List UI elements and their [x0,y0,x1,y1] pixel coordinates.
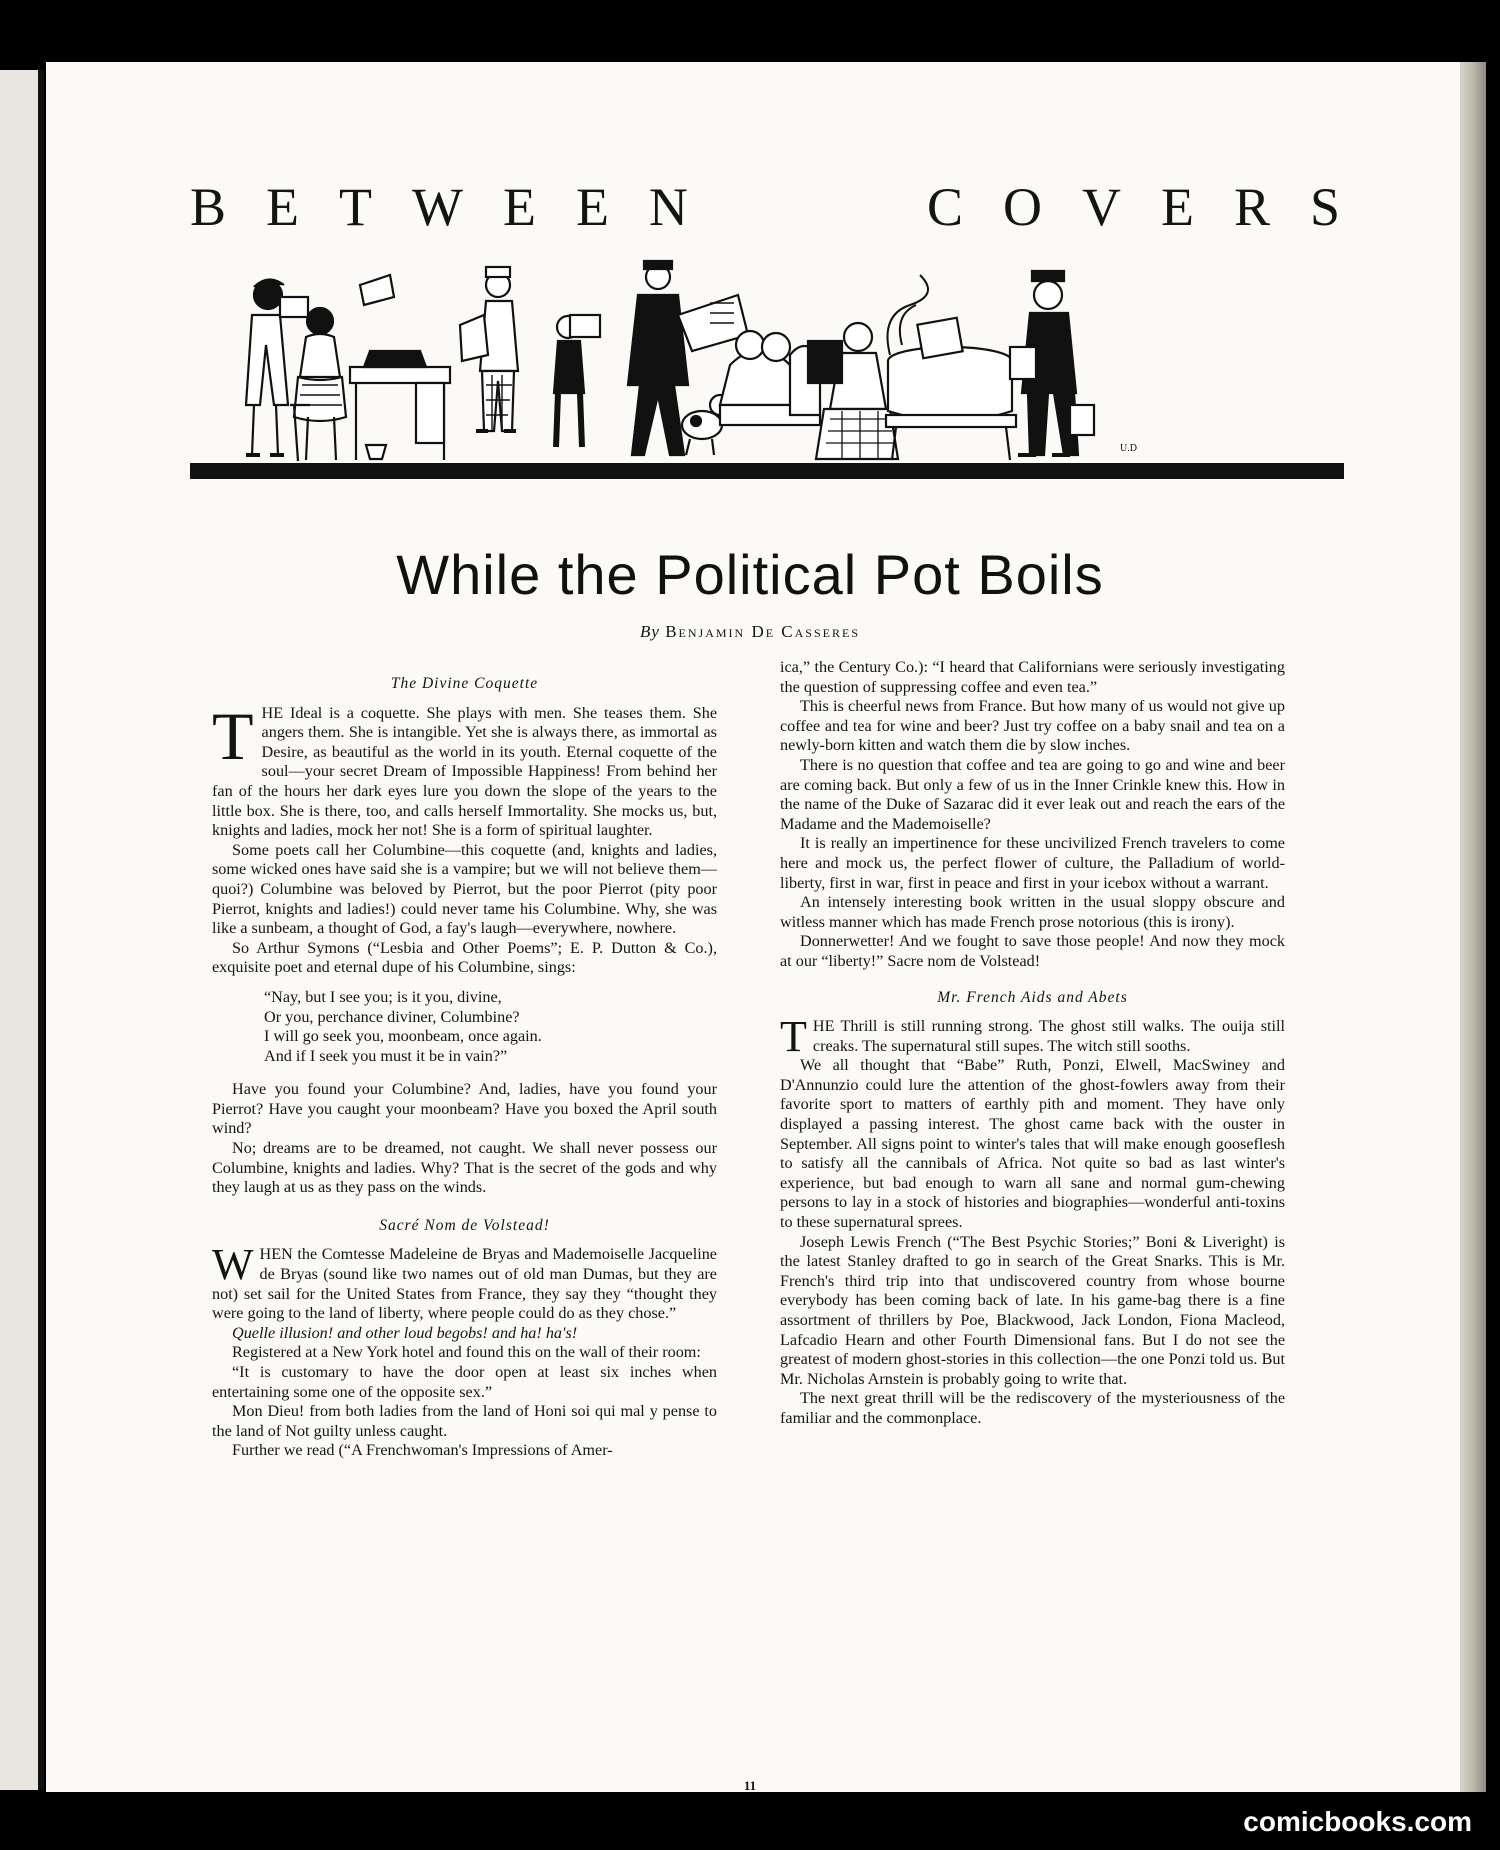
paragraph: THE Ideal is a coquette. She plays with men. She teases them. She angers them. She is intangible. Yet she is always there, as immortal as Desire, as beautiful as the world in its youth. Eternal coquette of the soul—your secret Dream of Impossible Happiness! From behind her fan of the hours her dark eyes lure you down the slope of the years to the little box. She is there, too, and calls herself Immortality. She mocks us, but, knights and ladies, mock her not! She is a form of spiritual laughter. [212,697,717,840]
header-illustration [190,255,1344,487]
poem-line: Or you, perchance diviner, Columbine? [264,1007,520,1026]
paragraph: The next great thrill will be the rediscovery of the mysteriousness of the familiar and the commonplace. [780,1389,1285,1427]
subheading-sacre-nom: Sacré Nom de Volstead! [379,1216,550,1234]
site-watermark: comicbooks.com [1243,1806,1472,1837]
subheading-divine-coquette: The Divine Coquette [390,675,539,692]
typist-figure [290,308,346,461]
right-text-column [780,658,1285,1429]
poem-line: I will go seek you, moonbeam, once again. [264,1027,542,1046]
paragraph: Quelle illusion! and other loud begobs! and ha! ha's! [232,1323,578,1342]
subheading-mr-french: Mr. French Aids and Abets [937,988,1128,1006]
paragraph: This is cheerful news from France. But how many of us would not give up coffee and tea for wine and beer? Just try coffee on a baby snail and tea on a newly-born kitten and watch them die by slow inches. [780,697,1285,755]
porter-figure [1010,271,1094,455]
paragraph: Mon Dieu! from both ladies from the land of Honi soi qui mal y pense to the land of Not guilty unless caught. [212,1402,717,1440]
drop-cap: T [212,697,254,774]
left-text-column [212,668,717,1461]
paragraph: Have you found your Columbine? And, ladies, have you found your Pierrot? Have you caught your moonbeam? Have you boxed the April south wind? [212,1080,717,1138]
paragraph: Donnerwetter! And we fought to save those people! And now they mock at our “liberty!” Sacre nom de Volstead! [780,932,1285,970]
bearded-reader-figure [246,279,308,455]
boiling-pot [886,275,1016,460]
poem-line: “Nay, but I see you; is it you, divine, [264,987,502,1006]
checked-suit-figure [460,267,518,431]
article-title: While the Political Pot Boils [396,543,1104,606]
paragraph: WHEN the Comtesse Madeleine de Bryas and Mademoiselle Jacqueline de Bryas (sound like two names out of old man Dumas, but they are not) set sail for the United States from France, they say they “thought they were going to the land of liberty, where people could do as they chose.” [212,1240,717,1323]
paragraph: An intensely interesting book written in the usual sloppy obscure and witless manner which has made French prose notorious (this is irony). [780,893,1285,931]
paragraph: There is no question that coffee and tea are going to go and wine and beer are coming back. But only a few of us in the Inner Crinkle knew this. How in the name of the Duke of Sazarac did it ever leak out and reach the ears of the Madame and the Mademoiselle? [780,755,1285,833]
bed-reader-figure [720,331,820,425]
paragraph: Registered at a New York hotel and found this on the wall of their room: [232,1343,701,1362]
paragraph: Some poets call her Columbine—this coquette (and, knights and ladies, some wicked ones have said she is a vampire; but we will not believe them—quoi?) Columbine was beloved by Pierrot, but the poor Pierrot (pity poor Pierrot, knights and ladies!) could never tame his Columbine. Why, she was like a sunbeam, a thought of God, a fay's laugh—everywhere, nowhere. [212,840,717,938]
poem-line: And if I seek you must it be in vain?” [264,1046,508,1065]
page-stack-edge [1460,62,1486,1792]
page-number: 11 [743,1778,757,1793]
section-title-word2: COVERS [926,177,1380,237]
small-man-figure [554,315,600,447]
paragraph: THE Thrill is still running strong. The ghost still walks. The ouija still creaks. The supernatural still supes. The witch still sooths. [780,1012,1285,1062]
illustration-ground-bar [190,463,1344,479]
drop-cap: W [212,1240,254,1290]
byline-author: Benjamin De Casseres [665,622,860,641]
left-page-edge [0,70,38,1790]
byline-prefix: By [640,622,660,641]
reading-woman-figure [808,323,898,459]
illustration-signature: U.D [1120,443,1137,454]
section-title [190,176,1380,238]
poem-quote [264,988,717,1066]
binding-gutter [38,70,44,1790]
paragraph: No; dreams are to be dreamed, not caught. We shall never possess our Columbine, knights and ladies. Why? That is the secret of the gods and why they laugh at us as they pass on the winds. [212,1139,717,1197]
typewriter-desk [350,275,450,460]
paragraph: ica,” the Century Co.): “I heard that Californians were seriously investigating the question of suppressing coffee and even tea.” [780,658,1285,696]
paragraph: Joseph Lewis French (“The Best Psychic Stories;” Boni & Liveright) is the latest Stanley drafted to go in search of the Great Snarks. This is Mr. French's third trip into that undiscovered country from whose bourne everybody has been coming back of late. In his game-bag there is a fine assortment of thrillers by Poe, Blackwood, Jack London, Fiona Macleod, Lafcadio Hearn and other Fourth Dimensional fans. But I do not see the greatest of modern ghost-stories in this collection—the one Ponzi told us. But Mr. Nicholas Arnstein is probably going to write that. [780,1232,1285,1388]
section-title-word1: BETWEEN [190,177,728,237]
paragraph: So Arthur Symons (“Lesbia and Other Poems”; E. P. Dutton & Co.), exquisite poet and eternal dupe of his Columbine, sings: [212,938,717,977]
byline [0,622,1500,642]
paragraph: “It is customary to have the door open at least six inches when entertaining some one of the opposite sex.” [212,1363,717,1401]
paragraph: It is really an impertinence for these uncivilized French travelers to come here and mock us, the perfect flower of culture, the Palladium of world-liberty, first in war, first in peace and first in your icebox without a warrant. [780,834,1285,892]
paragraph: Further we read (“A Frenchwoman's Impressions of Amer- [232,1441,613,1460]
drop-cap: T [780,1012,807,1062]
paragraph: We all thought that “Babe” Ruth, Ponzi, Elwell, MacSwiney and D'Annunzio could lure the attention of the ghost-fowlers away from their favorite sport to matters of earthly pith and moment. They have only displayed a passing interest. The ghost came back with the ouster in September. All signs point to winter's tales that will make enough gooseflesh to satisfy all the cannibals of Africa. Not quite so bad as last winter's experience, but bad enough to warn all sane and normal gum-chewing persons to lay in a stock of histories and biographies—wonderful anti-toxins to these supernatural sprees. [780,1056,1285,1232]
